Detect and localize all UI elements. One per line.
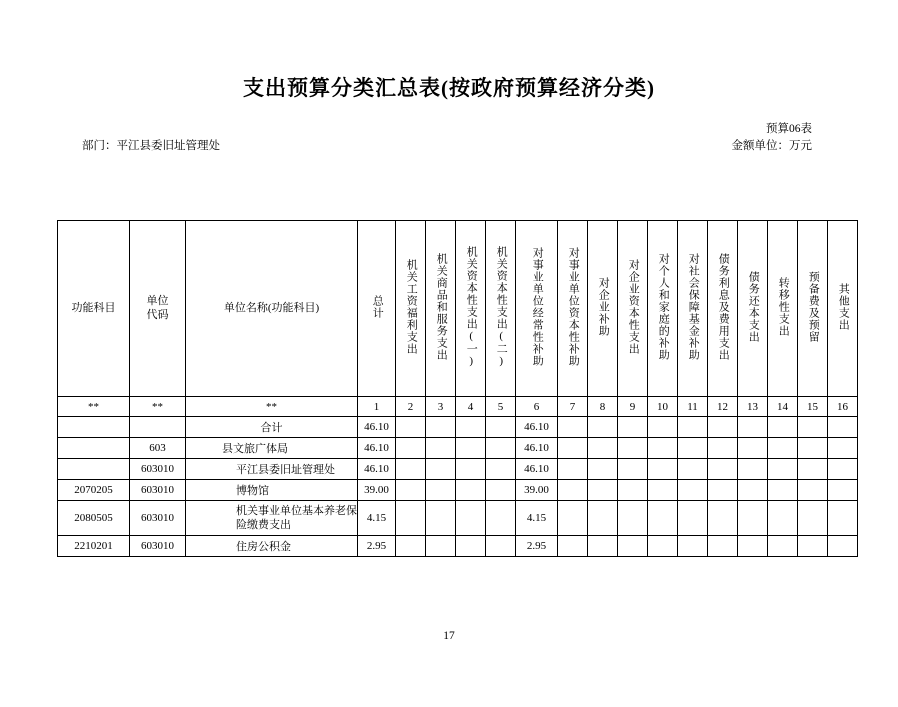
cell-c12 <box>738 536 768 557</box>
cell-unit-name: 博物馆 <box>186 480 358 501</box>
header-c1-label: 机关工资福利支出 <box>405 259 418 355</box>
cell-c7 <box>588 417 618 438</box>
header-c8 <box>618 221 648 397</box>
cell-unit-name: 平江县委旧址管理处 <box>186 459 358 480</box>
budget-table <box>57 220 858 557</box>
header-function-code <box>58 221 130 397</box>
header-c4 <box>486 221 516 397</box>
table-row <box>58 501 858 536</box>
colnum-4: 2 <box>396 397 426 417</box>
header-c11 <box>708 221 738 397</box>
cell-c14 <box>798 417 828 438</box>
header-c10-label: 对社会保障基金补助 <box>687 253 700 361</box>
header-c6 <box>558 221 588 397</box>
cell-c2 <box>426 501 456 536</box>
header-c7-label: 对企业补助 <box>597 277 610 337</box>
header-c9 <box>648 221 678 397</box>
cell-c8 <box>618 536 648 557</box>
cell-c5: 46.10 <box>516 459 558 480</box>
cell-c8 <box>618 417 648 438</box>
header-c5 <box>516 221 558 397</box>
header-c2 <box>426 221 456 397</box>
colnum-17: 15 <box>798 397 828 417</box>
header-c14 <box>798 221 828 397</box>
table-row <box>58 417 858 438</box>
department-label: 部门：平江县委旧址管理处 <box>82 140 220 152</box>
amount-unit-label: 金额单位：万元 <box>731 140 812 152</box>
colnum-14: 12 <box>708 397 738 417</box>
cell-c5: 46.10 <box>516 438 558 459</box>
cell-c5: 2.95 <box>516 536 558 557</box>
cell-c15 <box>828 438 858 459</box>
header-c1 <box>396 221 426 397</box>
cell-c14 <box>798 438 828 459</box>
header-c3 <box>456 221 486 397</box>
table-row <box>58 480 858 501</box>
cell-c5: 39.00 <box>516 480 558 501</box>
cell-c1 <box>396 417 426 438</box>
cell-function-code: 2080505 <box>58 501 130 536</box>
cell-c7 <box>588 536 618 557</box>
cell-c6 <box>558 438 588 459</box>
cell-unit-name: 县文旅广体局 <box>186 438 358 459</box>
table-body <box>58 397 858 557</box>
cell-c3 <box>456 459 486 480</box>
cell-c1 <box>396 536 426 557</box>
cell-c14 <box>798 459 828 480</box>
colnum-10: 8 <box>588 397 618 417</box>
cell-c12 <box>738 480 768 501</box>
colnum-7: 5 <box>486 397 516 417</box>
header-unit-name-label: 单位名称(功能科目) <box>223 301 320 314</box>
table-header-row <box>58 221 858 397</box>
header-c12 <box>738 221 768 397</box>
cell-total: 46.10 <box>358 417 396 438</box>
cell-unit-code: 603010 <box>130 459 186 480</box>
header-c11-label: 债务利息及费用支出 <box>717 253 730 361</box>
cell-c1 <box>396 459 426 480</box>
header-function-code-label: 功能科目 <box>71 301 116 314</box>
colnum-8: 6 <box>516 397 558 417</box>
cell-c7 <box>588 459 618 480</box>
cell-function-code <box>58 417 130 438</box>
cell-c9 <box>648 536 678 557</box>
cell-function-code: 2070205 <box>58 480 130 501</box>
cell-total: 46.10 <box>358 459 396 480</box>
cell-c12 <box>738 459 768 480</box>
cell-c3 <box>456 480 486 501</box>
cell-c13 <box>768 536 798 557</box>
cell-total: 46.10 <box>358 438 396 459</box>
document-page <box>0 72 898 707</box>
colnum-16: 14 <box>768 397 798 417</box>
cell-c2 <box>426 417 456 438</box>
cell-c11 <box>708 501 738 536</box>
cell-c15 <box>828 536 858 557</box>
colnum-0: ** <box>58 397 130 417</box>
cell-c7 <box>588 438 618 459</box>
cell-c4 <box>486 480 516 501</box>
cell-c10 <box>678 438 708 459</box>
cell-function-code <box>58 438 130 459</box>
cell-c15 <box>828 480 858 501</box>
cell-c6 <box>558 417 588 438</box>
header-unit-code <box>130 221 186 397</box>
form-number: 预算06表 <box>766 123 812 135</box>
colnum-12: 10 <box>648 397 678 417</box>
cell-c4 <box>486 417 516 438</box>
cell-c14 <box>798 536 828 557</box>
cell-c15 <box>828 501 858 536</box>
colnum-5: 3 <box>426 397 456 417</box>
cell-unit-code: 603010 <box>130 501 186 536</box>
header-total-label: 总计 <box>371 295 384 319</box>
colnum-15: 13 <box>738 397 768 417</box>
cell-unit-name: 合计 <box>186 417 358 438</box>
cell-unit-code: 603010 <box>130 480 186 501</box>
header-total <box>358 221 396 397</box>
cell-total: 4.15 <box>358 501 396 536</box>
header-c3-label: 机关资本性支出(一) <box>465 246 478 368</box>
cell-c3 <box>456 438 486 459</box>
cell-c1 <box>396 480 426 501</box>
cell-c12 <box>738 417 768 438</box>
header-c14-label: 预备费及预留 <box>807 271 820 343</box>
header-c7 <box>588 221 618 397</box>
cell-c13 <box>768 438 798 459</box>
cell-c8 <box>618 438 648 459</box>
cell-c12 <box>738 501 768 536</box>
cell-total: 2.95 <box>358 536 396 557</box>
cell-c6 <box>558 459 588 480</box>
header-c15-label: 其他支出 <box>837 283 850 331</box>
colnum-9: 7 <box>558 397 588 417</box>
table-row <box>58 459 858 480</box>
cell-c7 <box>588 501 618 536</box>
cell-c13 <box>768 459 798 480</box>
colnum-1: ** <box>130 397 186 417</box>
cell-c7 <box>588 480 618 501</box>
cell-c6 <box>558 536 588 557</box>
cell-c12 <box>738 438 768 459</box>
colnum-13: 11 <box>678 397 708 417</box>
header-unit-name <box>186 221 358 397</box>
cell-c11 <box>708 438 738 459</box>
cell-c9 <box>648 501 678 536</box>
cell-c9 <box>648 417 678 438</box>
colnum-2: ** <box>186 397 358 417</box>
header-c12-label: 债务还本支出 <box>747 271 760 343</box>
cell-c3 <box>456 501 486 536</box>
cell-unit-name: 机关事业单位基本养老保险缴费支出 <box>186 501 358 536</box>
header-c8-label: 对企业资本性支出 <box>627 259 640 355</box>
cell-c10 <box>678 417 708 438</box>
header-c13 <box>768 221 798 397</box>
cell-c10 <box>678 536 708 557</box>
cell-c9 <box>648 438 678 459</box>
cell-c13 <box>768 480 798 501</box>
cell-c8 <box>618 501 648 536</box>
cell-unit-code: 603 <box>130 438 186 459</box>
cell-total: 39.00 <box>358 480 396 501</box>
document-meta <box>0 120 898 152</box>
header-unit-code-label: 单位 代码 <box>146 294 169 321</box>
cell-c15 <box>828 417 858 438</box>
header-c4-label: 机关资本性支出(二) <box>495 246 508 368</box>
cell-c11 <box>708 417 738 438</box>
cell-c4 <box>486 536 516 557</box>
cell-c11 <box>708 480 738 501</box>
cell-function-code <box>58 459 130 480</box>
colnum-18: 16 <box>828 397 858 417</box>
colnum-6: 4 <box>456 397 486 417</box>
cell-c5: 4.15 <box>516 501 558 536</box>
page-number: 17 <box>443 630 455 642</box>
cell-c8 <box>618 459 648 480</box>
page-title: 支出预算分类汇总表(按政府预算经济分类) <box>243 76 655 100</box>
header-c13-label: 转移性支出 <box>777 277 790 337</box>
colnum-3: 1 <box>358 397 396 417</box>
header-c6-label: 对事业单位资本性补助 <box>567 247 580 367</box>
cell-c11 <box>708 459 738 480</box>
header-c10 <box>678 221 708 397</box>
cell-c1 <box>396 501 426 536</box>
cell-c2 <box>426 438 456 459</box>
header-c15 <box>828 221 858 397</box>
cell-c10 <box>678 459 708 480</box>
cell-c4 <box>486 459 516 480</box>
cell-c14 <box>798 480 828 501</box>
cell-c10 <box>678 480 708 501</box>
cell-c4 <box>486 438 516 459</box>
cell-c13 <box>768 501 798 536</box>
cell-unit-code: 603010 <box>130 536 186 557</box>
table-row <box>58 536 858 557</box>
cell-c8 <box>618 480 648 501</box>
column-number-row <box>58 397 858 417</box>
cell-c6 <box>558 501 588 536</box>
cell-c15 <box>828 459 858 480</box>
colnum-11: 9 <box>618 397 648 417</box>
cell-c3 <box>456 417 486 438</box>
cell-c9 <box>648 480 678 501</box>
cell-c2 <box>426 459 456 480</box>
cell-unit-name: 住房公积金 <box>186 536 358 557</box>
header-c9-label: 对个人和家庭的补助 <box>657 253 670 361</box>
cell-c4 <box>486 501 516 536</box>
cell-c2 <box>426 480 456 501</box>
cell-c13 <box>768 417 798 438</box>
cell-c5: 46.10 <box>516 417 558 438</box>
header-c5-label: 对事业单位经常性补助 <box>531 247 544 367</box>
cell-c2 <box>426 536 456 557</box>
cell-function-code: 2210201 <box>58 536 130 557</box>
cell-c11 <box>708 536 738 557</box>
cell-c9 <box>648 459 678 480</box>
table-row <box>58 438 858 459</box>
cell-c10 <box>678 501 708 536</box>
cell-unit-code <box>130 417 186 438</box>
budget-table-container <box>57 220 850 557</box>
cell-c1 <box>396 438 426 459</box>
header-c2-label: 机关商品和服务支出 <box>435 253 448 361</box>
cell-c14 <box>798 501 828 536</box>
cell-c3 <box>456 536 486 557</box>
cell-c6 <box>558 480 588 501</box>
